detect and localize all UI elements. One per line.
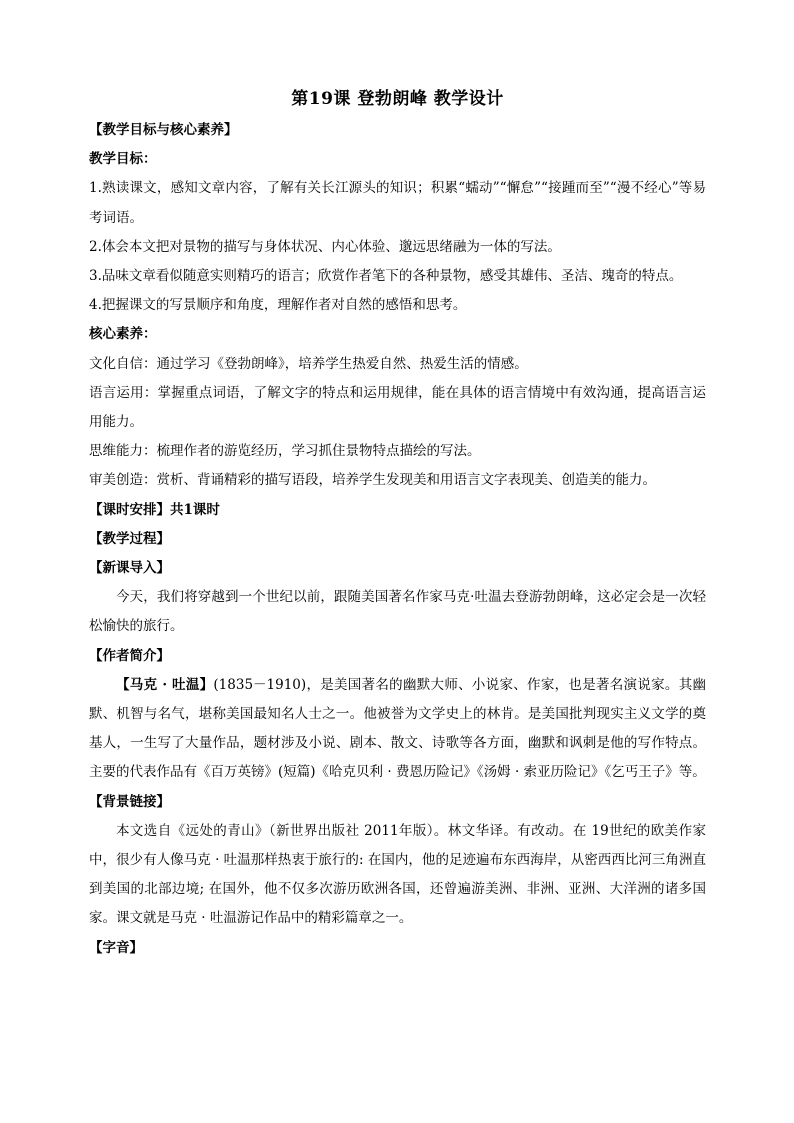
intro-paragraph: 今天，我们将穿越到一个世纪以前，跟随美国著名作家马克·吐温去登游勃朗峰，这必定会是一次轻松愉快的旅行。 — [89, 589, 706, 635]
core-item-thinking: 思维能力：梳理作者的游览经历，学习抓住景物特点描绘的写法。 — [89, 443, 481, 460]
section-heading-author: 【作者简介】 — [89, 647, 170, 664]
section-heading-pronunciation: 【字音】 — [89, 939, 143, 956]
goal-item-3: 3.品味文章看似随意实则精巧的语言；欣赏作者笔下的各种景物，感受其雄伟、圣洁、瑰奇的特点。 — [89, 268, 683, 285]
core-item-language: 语言运用：掌握重点词语，了解文字的特点和运用规律，能在具体的语言情境中有效沟通，提高语言运用能力。 — [89, 384, 706, 431]
section-heading-goals: 【教学目标与核心素养】 — [89, 122, 238, 138]
goal-item-2: 2.体会本文把对景物的描写与身体状况、内心体验、邈远思绪融为一体的写法。 — [89, 238, 561, 255]
section-heading-schedule: 【课时安排】共1课时 — [89, 501, 220, 518]
author-paragraph — [89, 671, 706, 788]
goal-item-4: 4.把握课文的写景顺序和角度，理解作者对自然的感悟和思考。 — [89, 297, 467, 314]
goal-item-1: 1.熟读课文，感知文章内容，了解有关长江源头的知识；积累“蠕动”“懈怠”“接踵而至”“漫不经心”等易考词语。 — [89, 180, 706, 226]
author-text: (1835－1910)，是美国著名的幽默大师、小说家、作家，也是著名演说家。其幽默、机智与名气，堪称美国最知名人士之一。他被誉为文学史上的林肯。是美国批判现实主义文学的奠基人，一生写了大量作品，题材涉及小说、剧本、散文、诗歌等各方面，幽默和讽刺是他的写作特点。主要的代表作品有《百万英镑》(短篇)《哈克贝利 · 费恩历险记》《汤姆 · 索亚历险记》《乞丐王子》等。 — [89, 676, 706, 781]
core-item-culture: 文化自信：通过学习《登勃朗峰》，培养学生热爱自然、热爱生活的情感。 — [89, 355, 528, 372]
page-title: 第19课 登勃朗峰 教学设计 — [291, 89, 504, 109]
section-heading-intro: 【新课导入】 — [89, 560, 170, 577]
section-heading-background: 【背景链接】 — [89, 793, 170, 810]
author-name: 【马克 · 吐温】 — [116, 676, 214, 693]
section-heading-process: 【教学过程】 — [89, 530, 170, 547]
core-item-aesthetic: 审美创造：赏析、背诵精彩的描写语段，培养学生发现美和用语言文字表现美、创造美的能力。 — [89, 472, 656, 489]
background-paragraph: 本文选自《远处的青山》（新世界出版社 2011年版）。林文华译。有改动。在 19世纪的欧美作家中，很少有人像马克 · 吐温那样热衷于旅行的: 在国内，他的足迹遍布东西海岸，从密西西比河三角洲直到美国的北部边境; 在国外，他不仅多次游历欧洲各国，还曾遍游美洲、非洲、亚洲、大洋洲的诸多国家。课文就是马克 · 吐温游记作品中的精彩篇章之一。 — [89, 822, 706, 927]
goals-label: 教学目标： — [89, 151, 157, 168]
core-label: 核心素养： — [89, 326, 157, 343]
